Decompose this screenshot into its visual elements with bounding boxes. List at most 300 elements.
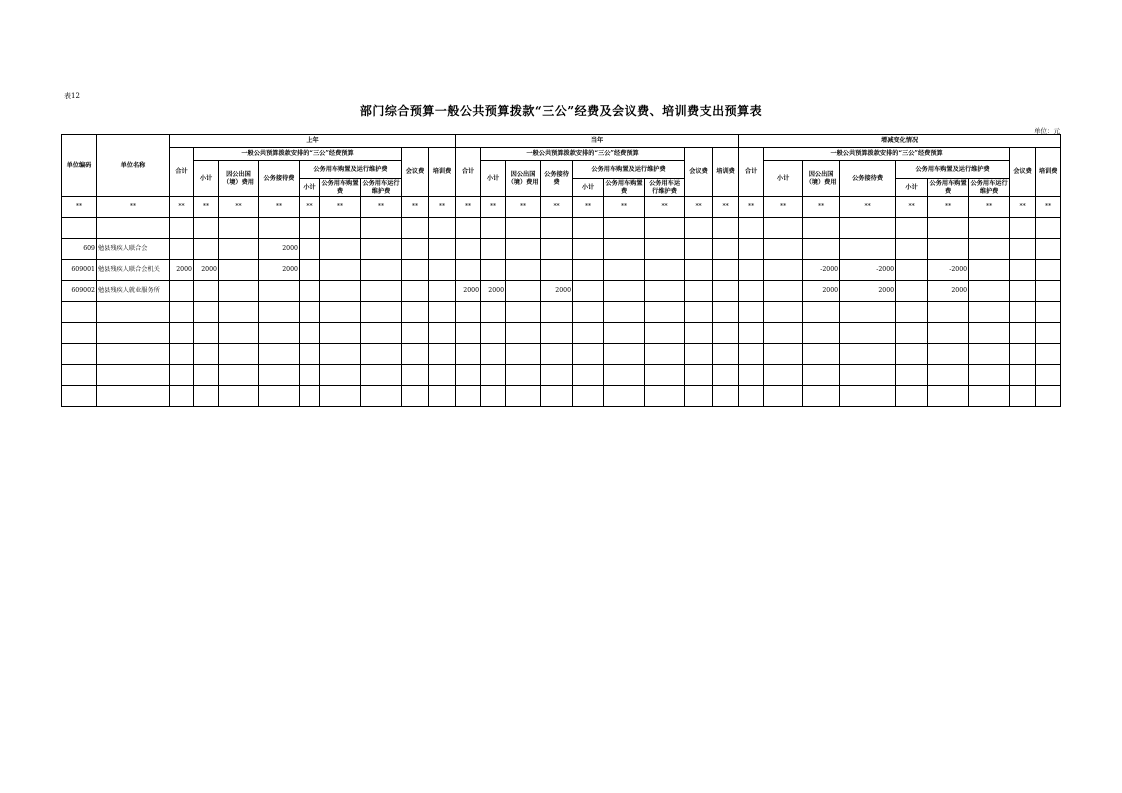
placeholder-cell: ** bbox=[429, 197, 456, 218]
table-cell bbox=[506, 302, 541, 323]
table-cell bbox=[429, 218, 456, 239]
table-cell bbox=[896, 218, 928, 239]
table-cell bbox=[1010, 239, 1036, 260]
table-cell bbox=[97, 365, 170, 386]
placeholder-cell: ** bbox=[300, 197, 320, 218]
table-cell bbox=[645, 239, 685, 260]
table-number: 表12 bbox=[64, 92, 80, 100]
table-cell bbox=[506, 260, 541, 281]
table-cell bbox=[194, 386, 219, 407]
table-cell bbox=[604, 365, 645, 386]
table-cell bbox=[402, 365, 429, 386]
table-cell bbox=[259, 386, 300, 407]
placeholder-cell: ** bbox=[803, 197, 840, 218]
header-reception: 公务接待费 bbox=[259, 161, 300, 197]
table-cell bbox=[259, 302, 300, 323]
placeholder-cell: ** bbox=[928, 197, 969, 218]
table-cell bbox=[1010, 365, 1036, 386]
table-cell bbox=[194, 281, 219, 302]
table-cell bbox=[361, 365, 402, 386]
table-cell bbox=[604, 239, 645, 260]
table-cell bbox=[506, 323, 541, 344]
table-cell bbox=[840, 323, 896, 344]
placeholder-cell: ** bbox=[713, 197, 739, 218]
table-cell bbox=[764, 344, 803, 365]
table-cell bbox=[541, 218, 573, 239]
table-cell bbox=[97, 218, 170, 239]
table-cell bbox=[481, 386, 506, 407]
header-subtotal: 小计 bbox=[194, 161, 219, 197]
unit-code: 609 bbox=[62, 239, 97, 260]
table-cell bbox=[320, 218, 361, 239]
table-cell: 2000 bbox=[541, 281, 573, 302]
table-cell bbox=[713, 218, 739, 239]
table-cell bbox=[764, 218, 803, 239]
table-cell bbox=[300, 323, 320, 344]
unit-name: 勉县残疾人就业服务所 bbox=[97, 281, 170, 302]
placeholder-cell: ** bbox=[896, 197, 928, 218]
table-cell: -2000 bbox=[840, 260, 896, 281]
table-cell bbox=[713, 302, 739, 323]
header-vehicle-buy: 公务用车购置费 bbox=[321, 180, 359, 195]
placeholder-cell: ** bbox=[97, 197, 170, 218]
table-cell bbox=[62, 386, 97, 407]
table-cell bbox=[456, 239, 481, 260]
table-cell bbox=[402, 218, 429, 239]
table-cell bbox=[456, 218, 481, 239]
table-cell bbox=[604, 323, 645, 344]
table-cell bbox=[764, 365, 803, 386]
header-total: 合计 bbox=[170, 148, 194, 197]
table-cell bbox=[541, 323, 573, 344]
table-cell bbox=[170, 323, 194, 344]
table-cell bbox=[456, 323, 481, 344]
header-three-public: 一般公共预算拨款安排的“三公”经费预算 bbox=[481, 148, 685, 161]
header-vehicle: 公务用车购置及运行维护费 bbox=[300, 161, 402, 179]
table-cell bbox=[764, 323, 803, 344]
table-cell bbox=[194, 365, 219, 386]
table-cell bbox=[803, 302, 840, 323]
unit-code: 609001 bbox=[62, 260, 97, 281]
table-cell bbox=[1010, 386, 1036, 407]
table-cell bbox=[969, 302, 1010, 323]
table-cell bbox=[541, 344, 573, 365]
header-training: 培训费 bbox=[713, 148, 739, 197]
table-cell bbox=[456, 365, 481, 386]
table-cell bbox=[300, 218, 320, 239]
table-cell bbox=[320, 260, 361, 281]
placeholder-cell: ** bbox=[645, 197, 685, 218]
table-cell bbox=[1036, 239, 1061, 260]
table-row bbox=[62, 260, 1061, 281]
table-cell bbox=[1036, 365, 1061, 386]
table-cell bbox=[739, 365, 764, 386]
table-cell bbox=[361, 260, 402, 281]
table-cell bbox=[62, 302, 97, 323]
table-cell bbox=[402, 323, 429, 344]
table-cell bbox=[320, 344, 361, 365]
header-vehicle: 公务用车购置及运行维护费 bbox=[573, 161, 685, 179]
table-cell bbox=[506, 386, 541, 407]
table-cell bbox=[840, 239, 896, 260]
table-cell bbox=[320, 386, 361, 407]
table-cell bbox=[713, 344, 739, 365]
unit-name: 勉县残疾人联合会 bbox=[97, 239, 170, 260]
table-cell bbox=[506, 239, 541, 260]
table-cell bbox=[170, 386, 194, 407]
table-cell bbox=[685, 302, 713, 323]
table-cell bbox=[62, 218, 97, 239]
table-cell bbox=[928, 239, 969, 260]
table-cell bbox=[803, 365, 840, 386]
table-cell bbox=[645, 260, 685, 281]
table-cell bbox=[170, 218, 194, 239]
table-cell: 2000 bbox=[481, 281, 506, 302]
table-cell bbox=[97, 386, 170, 407]
table-cell bbox=[1036, 323, 1061, 344]
table-cell bbox=[739, 239, 764, 260]
table-cell: 2000 bbox=[170, 260, 194, 281]
header-curr-year: 当年 bbox=[456, 135, 739, 148]
table-cell bbox=[219, 365, 259, 386]
table-cell bbox=[969, 239, 1010, 260]
table-cell bbox=[896, 302, 928, 323]
table-cell bbox=[62, 344, 97, 365]
placeholder-cell: ** bbox=[62, 197, 97, 218]
table-cell bbox=[402, 344, 429, 365]
table-cell bbox=[604, 218, 645, 239]
placeholder-cell: ** bbox=[456, 197, 481, 218]
table-cell bbox=[361, 239, 402, 260]
table-cell bbox=[170, 239, 194, 260]
table-cell bbox=[429, 302, 456, 323]
header-meeting: 会议费 bbox=[1010, 148, 1036, 197]
table-cell bbox=[259, 281, 300, 302]
table-cell bbox=[573, 386, 604, 407]
table-cell bbox=[573, 218, 604, 239]
table-cell bbox=[402, 281, 429, 302]
table-cell bbox=[194, 323, 219, 344]
table-cell bbox=[429, 386, 456, 407]
table-cell bbox=[320, 281, 361, 302]
table-cell bbox=[713, 239, 739, 260]
table-cell bbox=[429, 365, 456, 386]
table-cell bbox=[573, 344, 604, 365]
table-cell bbox=[194, 302, 219, 323]
table-cell bbox=[928, 323, 969, 344]
table-cell: 2000 bbox=[840, 281, 896, 302]
table-cell bbox=[429, 239, 456, 260]
unit-name: 勉县残疾人联合会机关 bbox=[97, 260, 170, 281]
table-cell bbox=[840, 344, 896, 365]
table-cell bbox=[1036, 218, 1061, 239]
table-cell bbox=[361, 344, 402, 365]
header-vehicle-buy: 公务用车购置费 bbox=[929, 180, 967, 195]
header-vehicle-subtotal: 小计 bbox=[300, 179, 320, 197]
table-cell bbox=[896, 281, 928, 302]
header-training: 培训费 bbox=[429, 148, 456, 197]
table-cell bbox=[481, 239, 506, 260]
table-cell bbox=[456, 302, 481, 323]
table-cell bbox=[219, 281, 259, 302]
table-cell bbox=[928, 218, 969, 239]
table-cell bbox=[969, 344, 1010, 365]
table-cell bbox=[896, 260, 928, 281]
placeholder-cell: ** bbox=[604, 197, 645, 218]
table-cell bbox=[170, 302, 194, 323]
header-training: 培训费 bbox=[1036, 148, 1061, 197]
table-cell bbox=[259, 344, 300, 365]
header-subtotal: 小计 bbox=[764, 161, 803, 197]
table-cell bbox=[506, 218, 541, 239]
table-cell bbox=[764, 386, 803, 407]
table-cell bbox=[402, 386, 429, 407]
table-cell bbox=[506, 281, 541, 302]
table-cell bbox=[573, 281, 604, 302]
table-cell bbox=[481, 323, 506, 344]
table-cell bbox=[573, 365, 604, 386]
table-cell bbox=[645, 386, 685, 407]
placeholder-cell: ** bbox=[739, 197, 764, 218]
table-cell bbox=[685, 365, 713, 386]
table-cell bbox=[481, 365, 506, 386]
placeholder-cell: ** bbox=[1010, 197, 1036, 218]
header-abroad: 因公出国（境）费用 bbox=[803, 161, 840, 197]
table-cell bbox=[645, 365, 685, 386]
table-cell bbox=[481, 344, 506, 365]
placeholder-cell: ** bbox=[481, 197, 506, 218]
table-cell bbox=[803, 386, 840, 407]
table-cell bbox=[645, 281, 685, 302]
placeholder-cell: ** bbox=[170, 197, 194, 218]
table-cell bbox=[402, 239, 429, 260]
table-cell bbox=[541, 365, 573, 386]
table-cell bbox=[481, 302, 506, 323]
table-cell bbox=[685, 323, 713, 344]
table-cell bbox=[300, 281, 320, 302]
table-cell bbox=[573, 260, 604, 281]
unit-code: 609002 bbox=[62, 281, 97, 302]
table-cell bbox=[896, 239, 928, 260]
table-cell bbox=[573, 239, 604, 260]
table-cell bbox=[604, 281, 645, 302]
table-cell: 2000 bbox=[456, 281, 481, 302]
table-cell bbox=[1036, 302, 1061, 323]
table-cell bbox=[969, 281, 1010, 302]
table-cell bbox=[685, 218, 713, 239]
table-cell bbox=[1010, 260, 1036, 281]
table-cell bbox=[739, 323, 764, 344]
header-vehicle-run: 公务用车运行维护费 bbox=[970, 180, 1008, 195]
placeholder-cell: ** bbox=[194, 197, 219, 218]
header-change: 增减变化情况 bbox=[739, 135, 1061, 148]
placeholder-cell: ** bbox=[320, 197, 361, 218]
table-cell bbox=[739, 302, 764, 323]
table-cell bbox=[456, 260, 481, 281]
placeholder-cell: ** bbox=[969, 197, 1010, 218]
table-cell bbox=[1010, 344, 1036, 365]
table-cell bbox=[541, 260, 573, 281]
table-cell bbox=[573, 302, 604, 323]
table-cell: -2000 bbox=[803, 260, 840, 281]
table-cell bbox=[361, 386, 402, 407]
table-cell bbox=[259, 323, 300, 344]
table-cell bbox=[219, 218, 259, 239]
table-cell bbox=[361, 323, 402, 344]
table-cell bbox=[259, 218, 300, 239]
table-cell bbox=[259, 365, 300, 386]
placeholder-cell: ** bbox=[541, 197, 573, 218]
table-cell bbox=[62, 365, 97, 386]
table-cell bbox=[361, 281, 402, 302]
table-cell bbox=[1036, 344, 1061, 365]
budget-table bbox=[61, 134, 1061, 407]
header-three-public: 一般公共预算拨款安排的“三公”经费预算 bbox=[764, 148, 1010, 161]
table-cell bbox=[429, 344, 456, 365]
table-cell bbox=[170, 281, 194, 302]
table-cell bbox=[713, 386, 739, 407]
page-title: 部门综合预算一般公共预算拨款“三公”经费及会议费、培训费支出预算表 bbox=[359, 104, 763, 118]
table-cell bbox=[713, 281, 739, 302]
table-cell bbox=[928, 344, 969, 365]
header-vehicle-subtotal: 小计 bbox=[896, 179, 928, 197]
table-cell bbox=[645, 302, 685, 323]
table-cell bbox=[170, 365, 194, 386]
table-cell: 2000 bbox=[259, 239, 300, 260]
table-cell bbox=[97, 344, 170, 365]
table-cell bbox=[969, 260, 1010, 281]
table-cell bbox=[969, 365, 1010, 386]
placeholder-cell: ** bbox=[402, 197, 429, 218]
header-subtotal: 小计 bbox=[481, 161, 506, 197]
table-cell: 2000 bbox=[259, 260, 300, 281]
placeholder-cell: ** bbox=[506, 197, 541, 218]
header-three-public: 一般公共预算拨款安排的“三公”经费预算 bbox=[194, 148, 402, 161]
placeholder-cell: ** bbox=[1036, 197, 1061, 218]
table-cell: 2000 bbox=[194, 260, 219, 281]
table-cell bbox=[97, 302, 170, 323]
table-cell bbox=[969, 386, 1010, 407]
header-meeting: 会议费 bbox=[685, 148, 713, 197]
table-cell bbox=[928, 365, 969, 386]
table-cell bbox=[928, 302, 969, 323]
table-cell bbox=[645, 218, 685, 239]
placeholder-cell: ** bbox=[259, 197, 300, 218]
table-cell bbox=[1010, 218, 1036, 239]
table-cell bbox=[573, 323, 604, 344]
table-cell bbox=[1010, 281, 1036, 302]
table-cell bbox=[713, 365, 739, 386]
placeholder-cell: ** bbox=[573, 197, 604, 218]
header-total: 合计 bbox=[456, 148, 481, 197]
table-cell bbox=[219, 323, 259, 344]
table-cell bbox=[803, 323, 840, 344]
header-vehicle-buy: 公务用车购置费 bbox=[605, 180, 643, 195]
header-total: 合计 bbox=[739, 148, 764, 197]
table-cell bbox=[739, 281, 764, 302]
table-cell bbox=[219, 386, 259, 407]
table-cell bbox=[300, 365, 320, 386]
table-cell bbox=[840, 386, 896, 407]
header-vehicle-run: 公务用车运行维护费 bbox=[362, 180, 400, 195]
table-cell bbox=[481, 260, 506, 281]
table-cell bbox=[896, 386, 928, 407]
placeholder-cell: ** bbox=[840, 197, 896, 218]
table-cell bbox=[402, 302, 429, 323]
table-cell bbox=[456, 386, 481, 407]
placeholder-cell: ** bbox=[361, 197, 402, 218]
table-cell bbox=[456, 344, 481, 365]
header-abroad: 因公出国（境）费用 bbox=[506, 161, 541, 197]
table-cell bbox=[739, 344, 764, 365]
header-name: 单位名称 bbox=[97, 135, 170, 197]
table-cell bbox=[97, 323, 170, 344]
table-cell bbox=[300, 344, 320, 365]
table-cell bbox=[300, 239, 320, 260]
table-cell bbox=[896, 323, 928, 344]
placeholder-cell: ** bbox=[764, 197, 803, 218]
table-cell bbox=[320, 365, 361, 386]
table-cell bbox=[429, 260, 456, 281]
table-cell bbox=[300, 302, 320, 323]
table-cell bbox=[803, 344, 840, 365]
table-cell bbox=[506, 344, 541, 365]
table-cell bbox=[219, 239, 259, 260]
table-cell bbox=[1036, 281, 1061, 302]
table-cell bbox=[739, 386, 764, 407]
table-cell bbox=[219, 344, 259, 365]
table-cell bbox=[840, 365, 896, 386]
table-cell bbox=[219, 302, 259, 323]
table-cell bbox=[739, 218, 764, 239]
table-cell bbox=[300, 386, 320, 407]
table-cell bbox=[219, 260, 259, 281]
table-cell bbox=[896, 344, 928, 365]
table-cell bbox=[685, 239, 713, 260]
header-vehicle-run: 公务用车运行维护费 bbox=[645, 179, 685, 197]
table-cell bbox=[194, 344, 219, 365]
table-cell bbox=[1010, 323, 1036, 344]
table-cell bbox=[739, 260, 764, 281]
table-cell: 2000 bbox=[928, 281, 969, 302]
table-cell bbox=[685, 344, 713, 365]
header-reception: 公务接待费 bbox=[541, 161, 573, 197]
table-cell bbox=[481, 218, 506, 239]
table-cell bbox=[320, 323, 361, 344]
table-cell bbox=[1010, 302, 1036, 323]
table-cell bbox=[840, 218, 896, 239]
header-vehicle: 公务用车购置及运行维护费 bbox=[896, 161, 1010, 179]
table-cell bbox=[361, 218, 402, 239]
table-cell bbox=[764, 302, 803, 323]
table-cell bbox=[645, 323, 685, 344]
header-prev-year: 上年 bbox=[170, 135, 456, 148]
table-cell bbox=[896, 365, 928, 386]
table-row bbox=[62, 281, 1061, 302]
table-cell bbox=[840, 302, 896, 323]
table-cell bbox=[764, 260, 803, 281]
table-cell: 2000 bbox=[803, 281, 840, 302]
table-cell bbox=[645, 344, 685, 365]
table-cell bbox=[713, 260, 739, 281]
table-cell bbox=[685, 260, 713, 281]
table-cell bbox=[803, 218, 840, 239]
table-cell bbox=[402, 260, 429, 281]
table-cell bbox=[170, 344, 194, 365]
table-cell bbox=[429, 323, 456, 344]
table-cell bbox=[194, 218, 219, 239]
table-cell bbox=[1036, 386, 1061, 407]
